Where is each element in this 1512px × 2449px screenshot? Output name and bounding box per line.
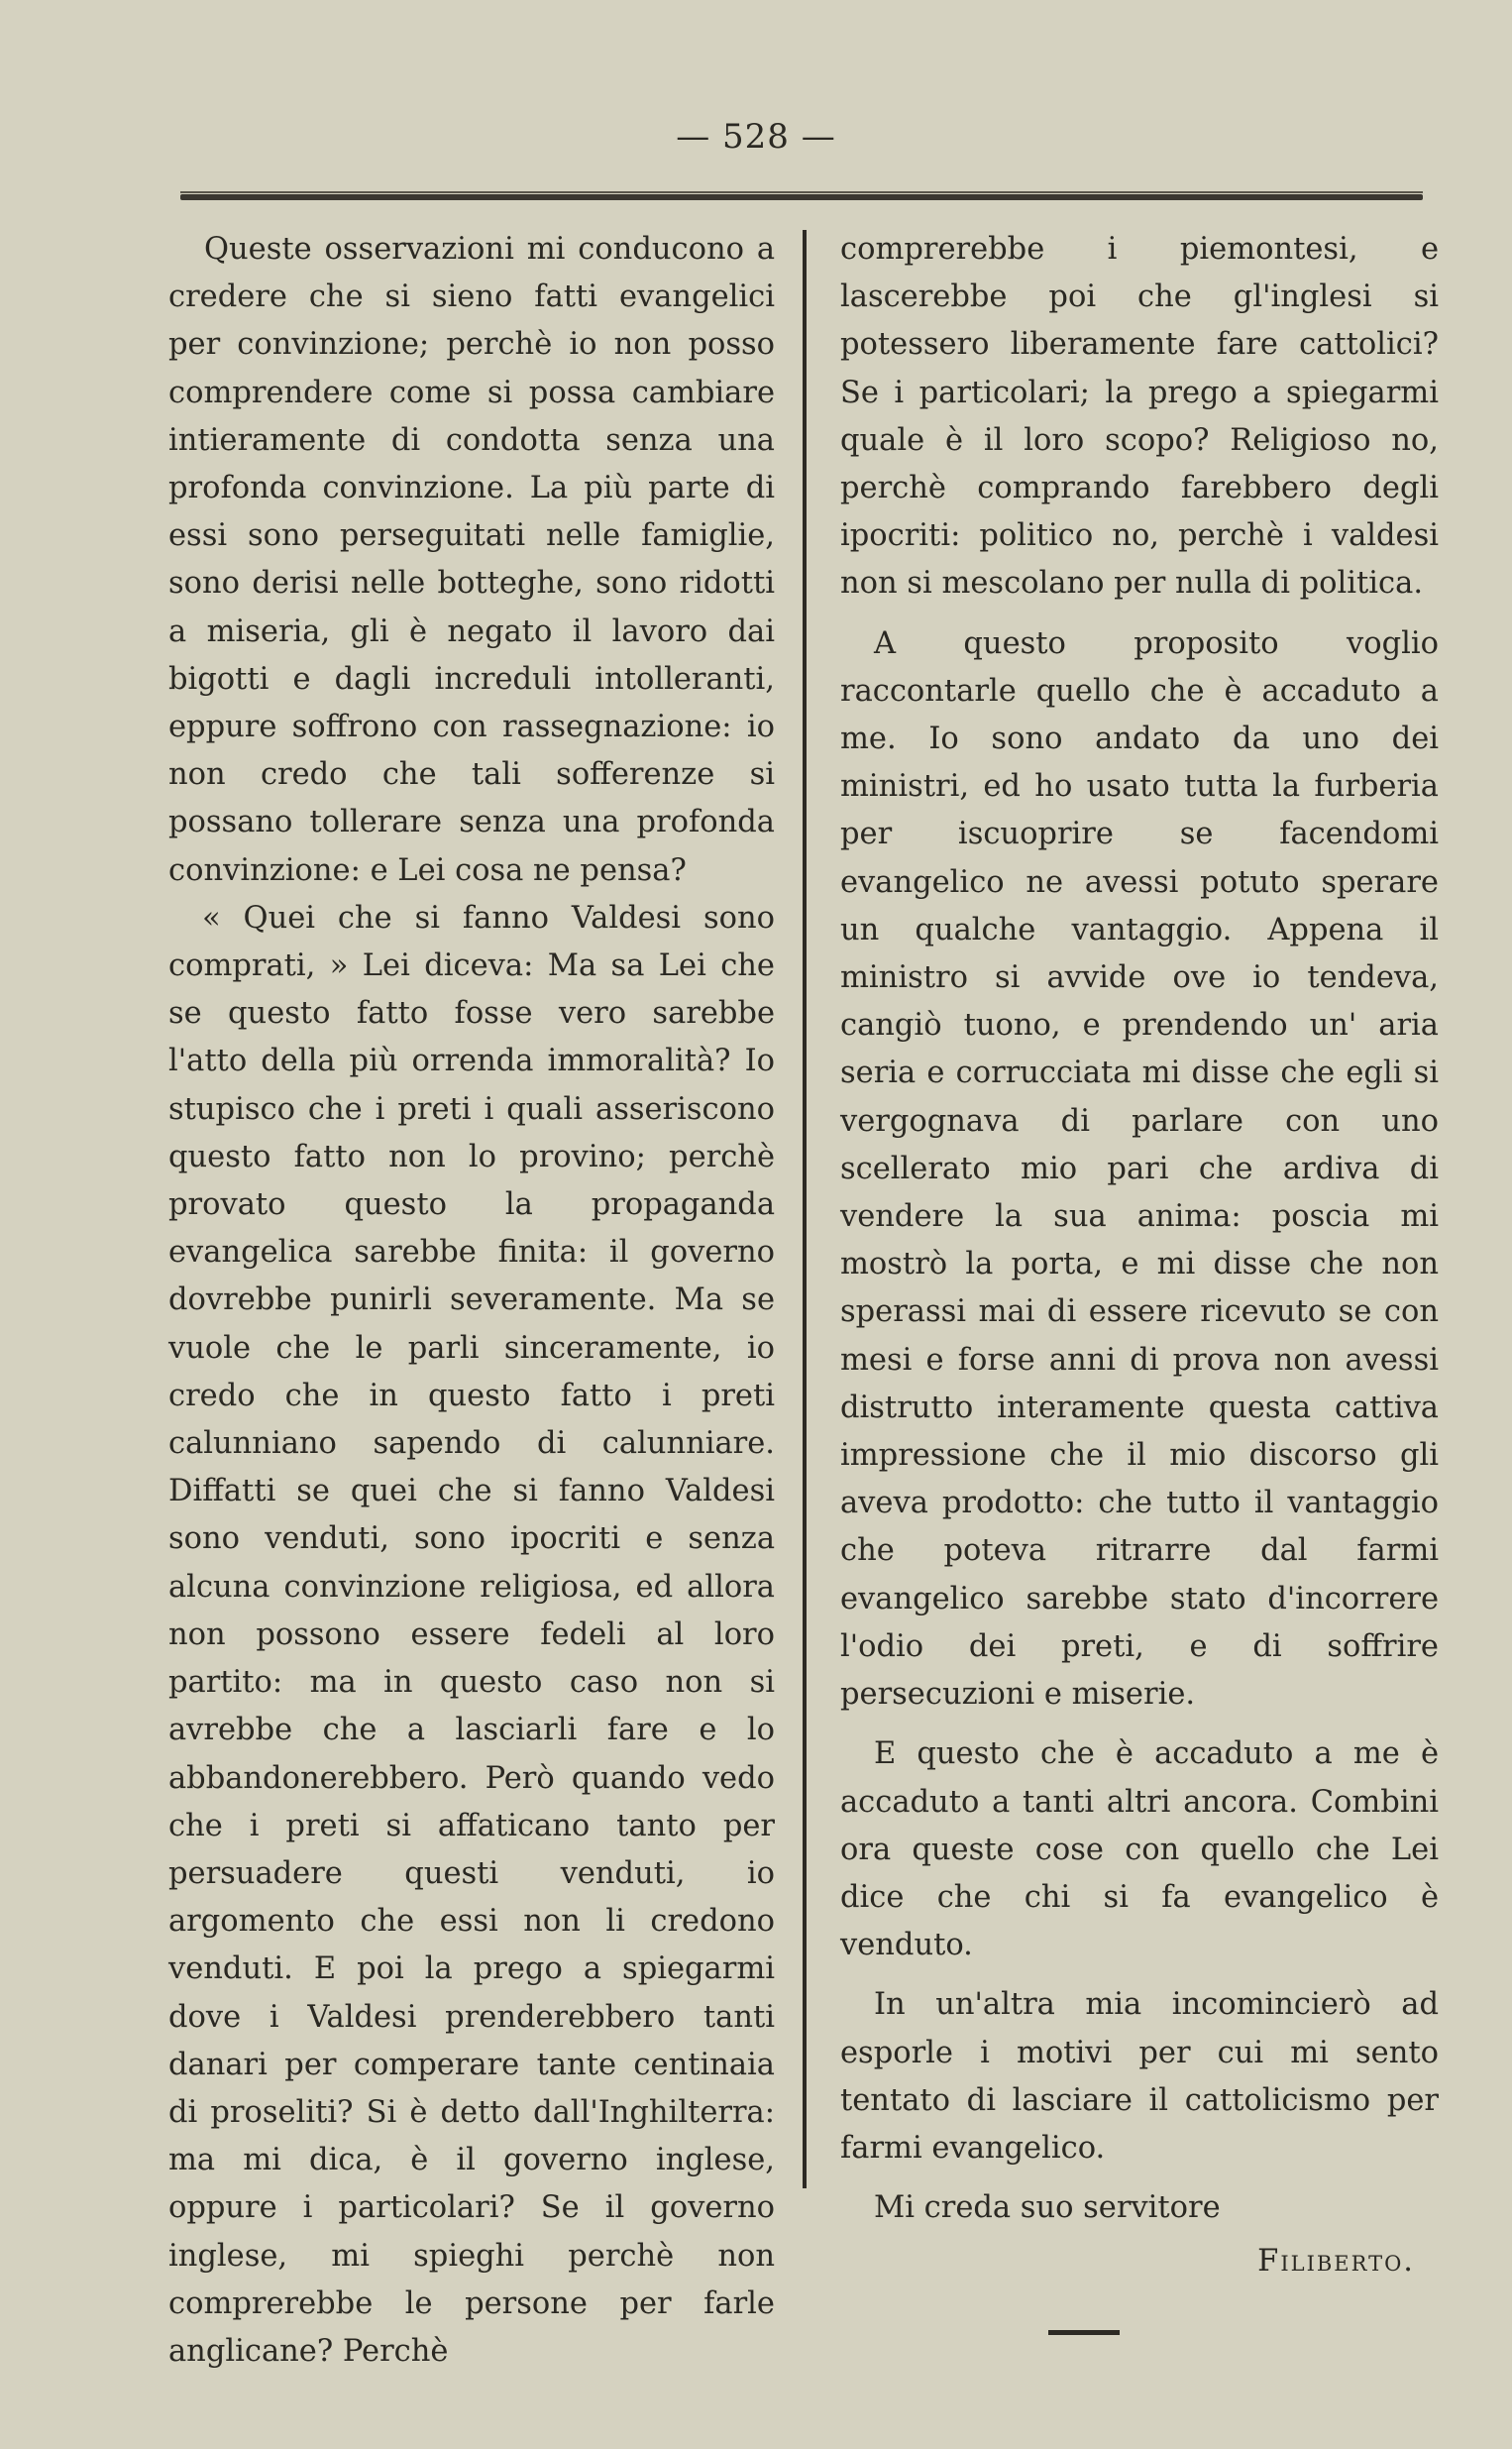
- column-divider: [803, 230, 807, 2188]
- right-paragraph-4: In un'altra mia incomincierò ad esporle i motivi per cui mi sento tentato di lasciare il cattolicismo per farmi evangelico.: [840, 1987, 1439, 2166]
- left-paragraph-1: Queste osservazioni mi conducono a credere che si sieno fatti evangelici per convinzione; perchè io non posso comprendere come si possa cambiare intieramente di condotta senza una profonda convinzione. La più parte di essi sono perseguitati nelle famiglie, sono derisi nelle botteghe, sono ridotti a miseria, gli è negato il lavoro dai bigotti e dagli increduli intolleranti, eppure soffrono con rassegnazione: io non credo che tali sofferenze si possano tollerare senza una profonda convinzione: e Lei cosa ne pensa?: [168, 232, 775, 888]
- end-dash: [1048, 2330, 1120, 2335]
- header-rule: [180, 194, 1423, 200]
- right-paragraph-3: E questo che è accaduto a me è accaduto a tanti altri ancora. Combini ora queste cose con quello che Lei dice che chi si fa evangelico è venduto.: [840, 1736, 1439, 1963]
- closing-line: Mi creda suo servitore: [874, 2190, 1221, 2226]
- right-column: [840, 226, 1439, 2335]
- page-number: — 528 —: [676, 117, 836, 157]
- left-column: [168, 226, 775, 2376]
- left-paragraph-2: « Quei che si fanno Valdesi sono comprati, » Lei diceva: Ma sa Lei che se questo fatto fosse vero sarebbe l'atto della più orrenda immoralità? Io stupisco che i preti i quali asseriscono questo fatto non lo provino; perchè provato questo la propaganda evangelica sarebbe finita: il governo dovrebbe punirli severamente. Ma se vuole che le parli sinceramente, io credo che in questo fatto i preti calunniano sapendo di calunniare. Diffatti se quei che si fanno Valdesi sono venduti, sono ipocriti e senza alcuna convinzione religiosa, ed allora non possono essere fedeli al loro partito: ma in questo caso non si avrebbe che a lasciarli fare e lo abbandonerebbero. Però quando vedo che i preti si affaticano tanto per persuadere questi venduti, io argomento che essi non li credono venduti. E poi la prego a spiegarmi dove i Valdesi prenderebbero tanti danari per comperare tante centinaia di proseliti? Si è detto dall'Inghilterra: ma mi dica, è il governo inglese, oppure i particolari? Se il governo inglese, mi spieghi perchè non comprerebbe le persone per farle anglicane? Perchè: [168, 900, 775, 2369]
- signature: Filiberto.: [1257, 2244, 1415, 2280]
- right-paragraph-1: comprerebbe i piemontesi, e lascerebbe poi che gl'inglesi si potessero liberamente fare cattolici? Se i particolari; la prego a spiegarmi quale è il loro scopo? Religioso no, perchè comprando farebbero degli ipocriti: politico no, perchè i valdesi non si mescolano per nulla di politica.: [840, 232, 1439, 602]
- header-rule-thin: [180, 191, 1423, 193]
- right-paragraph-2: A questo proposito voglio raccontarle quello che è accaduto a me. Io sono andato da uno dei ministri, ed ho usato tutta la furberia per iscuoprire se facendomi evangelico ne avessi potuto sperare un qualche vantaggio. Appena il ministro si avvide ove io tendeva, cangiò tuono, e prendendo un' aria seria e corrucciata mi disse che egli si vergognava di parlare con uno scellerato mio pari che ardiva di vendere la sua anima: poscia mi mostrò la porta, e mi disse che non sperassi mai di essere ricevuto se con mesi e forse anni di prova non avessi distrutto interamente questa cattiva impressione che il mio discorso gli aveva prodotto: che tutto il vantaggio che poteva ritrarre dal farmi evangelico sarebbe stato d'incorrere l'odio dei preti, e di soffrire persecuzioni e miserie.: [840, 625, 1439, 1713]
